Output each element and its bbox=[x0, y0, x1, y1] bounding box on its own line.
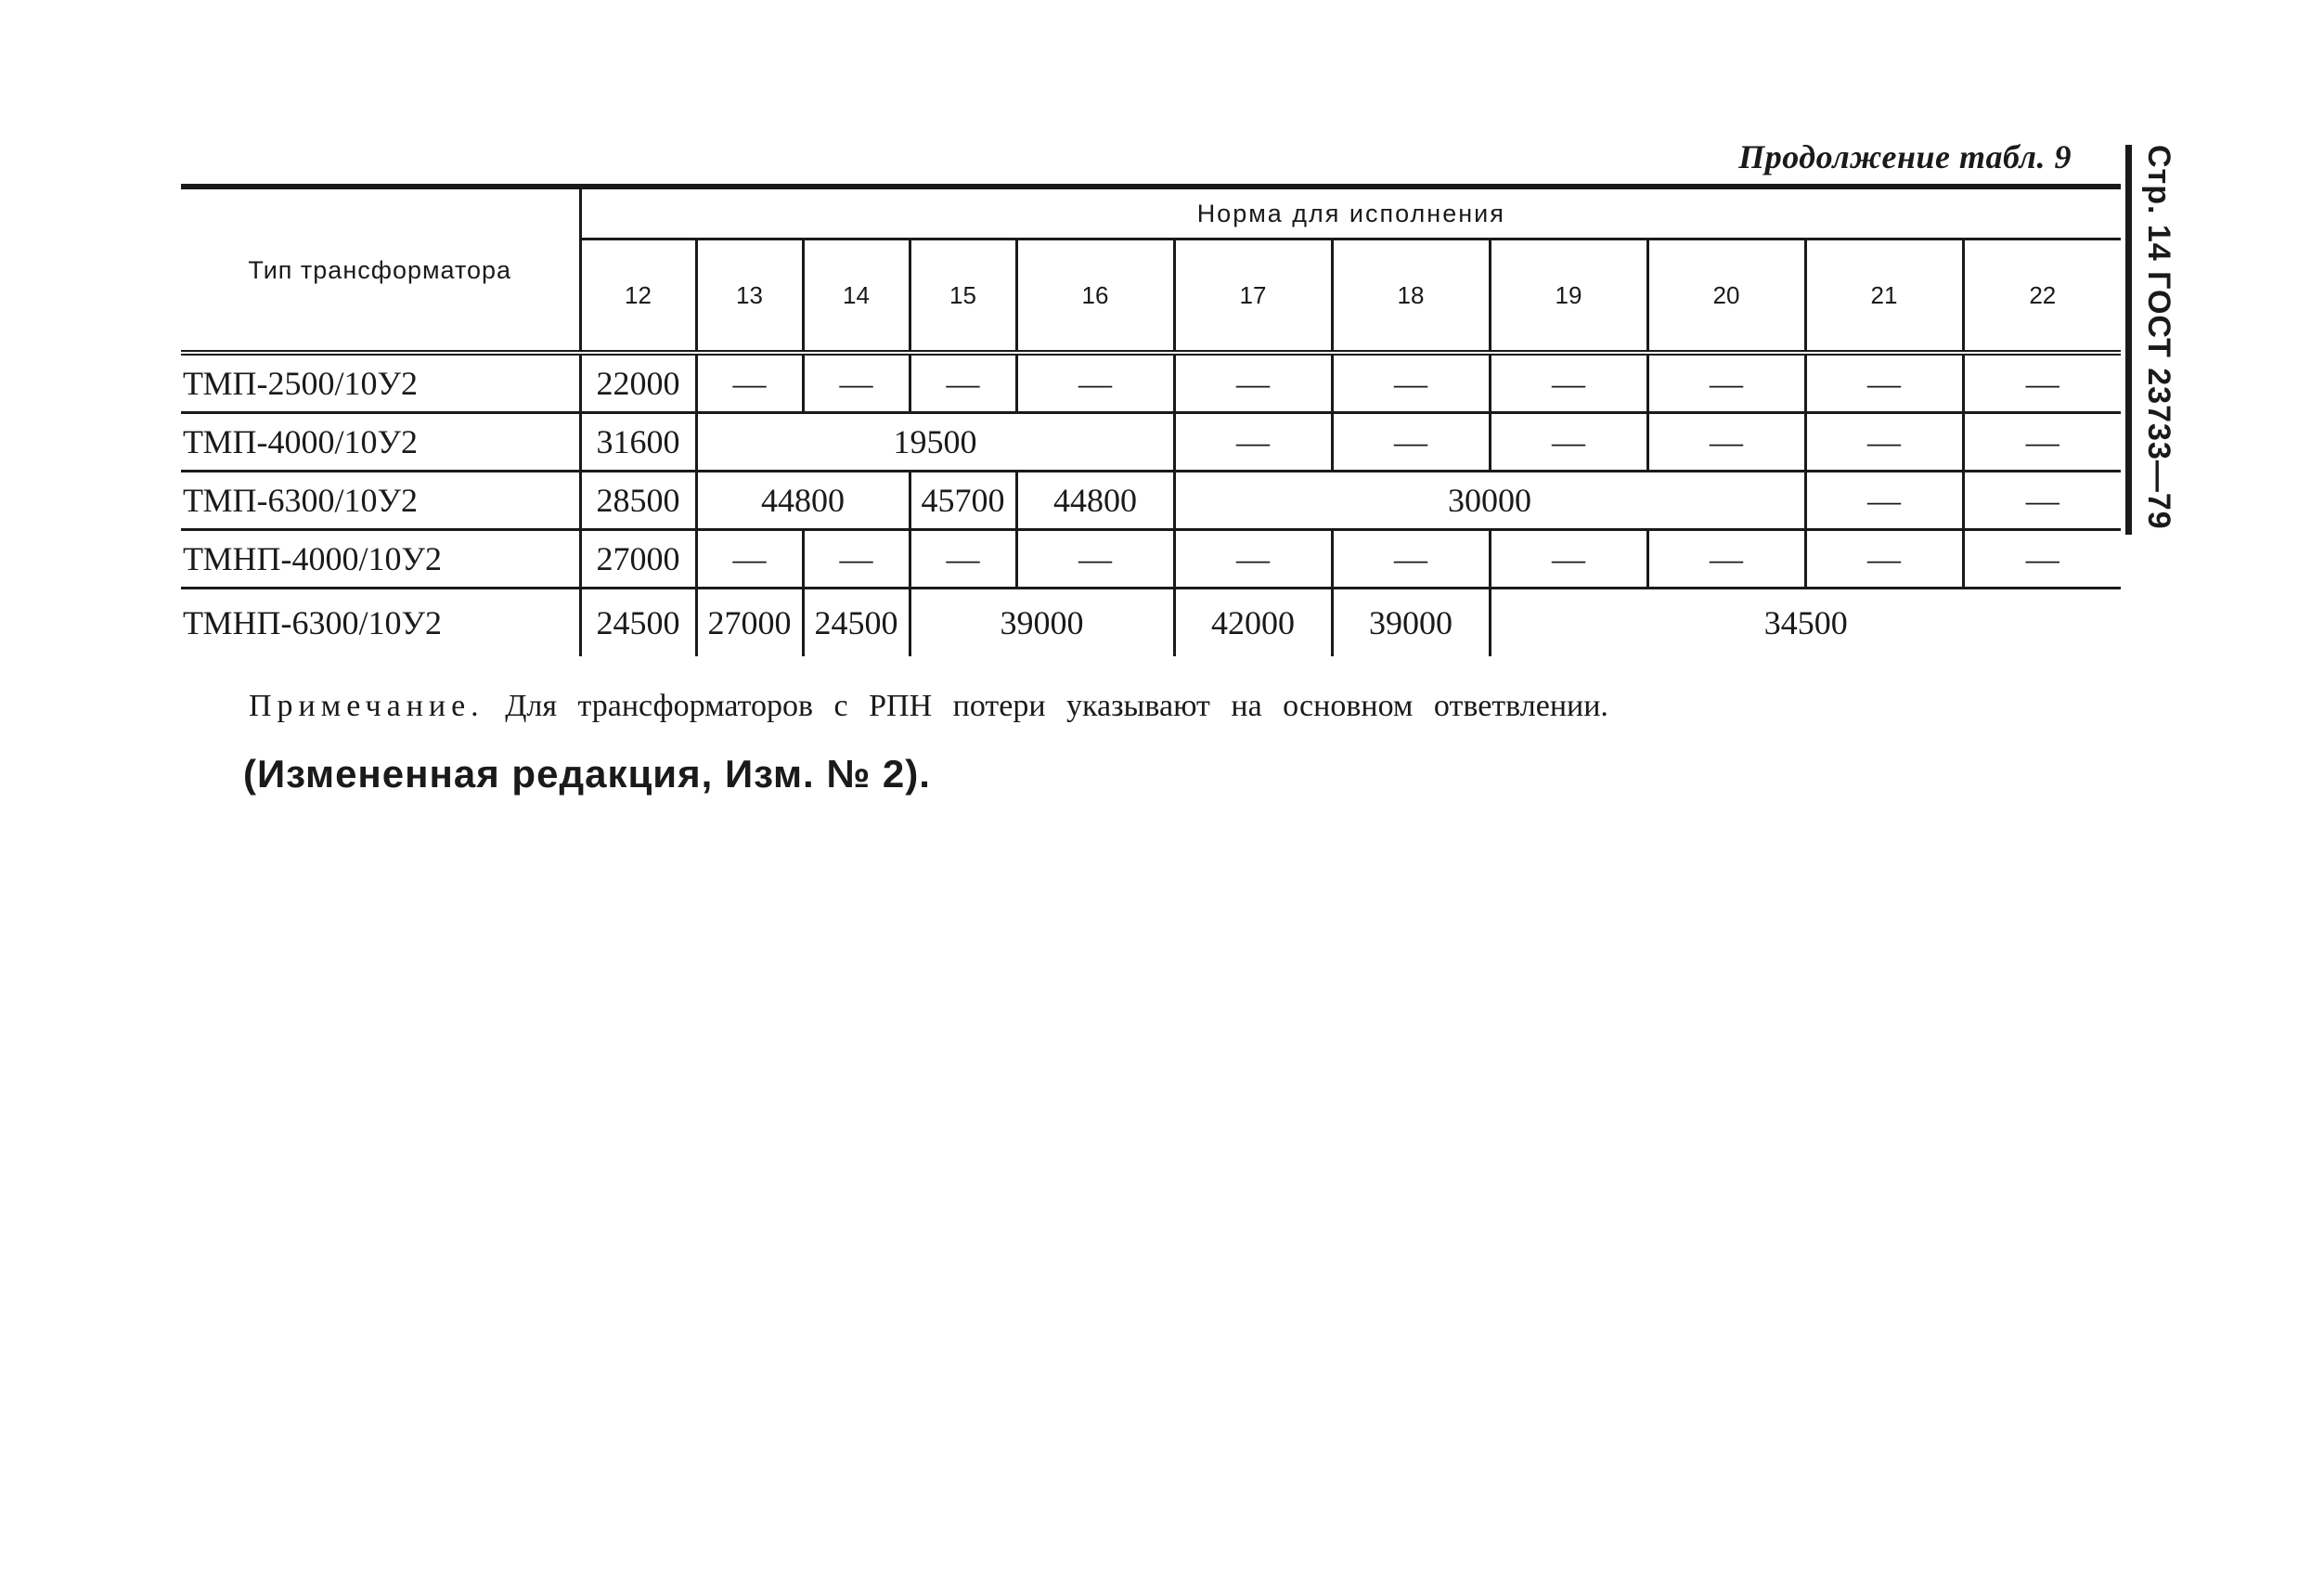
page-standard-label: Стр. 14 ГОСТ 23733—79 bbox=[2141, 145, 2176, 530]
norm-value-cell: — bbox=[1647, 413, 1805, 472]
norm-value-cell: 44800 bbox=[1016, 472, 1174, 530]
norm-value-cell: — bbox=[1963, 472, 2121, 530]
norm-value-cell: — bbox=[1332, 353, 1490, 413]
norm-value-cell: — bbox=[1805, 530, 1963, 589]
column-number-header: 20 bbox=[1647, 239, 1805, 354]
norms-table bbox=[181, 184, 2121, 656]
norm-value-cell: 30000 bbox=[1174, 472, 1805, 530]
norm-value-cell: 19500 bbox=[696, 413, 1174, 472]
column-number-header: 13 bbox=[696, 239, 803, 354]
norm-value-cell: — bbox=[1174, 413, 1332, 472]
norm-value-cell: — bbox=[1805, 472, 1963, 530]
norm-value-cell: — bbox=[1963, 353, 2121, 413]
column-number-header: 17 bbox=[1174, 239, 1332, 354]
norm-value-cell: — bbox=[1016, 530, 1174, 589]
norm-column-header: Норма для исполнения bbox=[580, 187, 2121, 239]
norm-value-cell: 22000 bbox=[580, 353, 696, 413]
page-side-label bbox=[2125, 145, 2176, 535]
column-number-header: 22 bbox=[1963, 239, 2121, 354]
table-continuation-caption: Продолжение табл. 9 bbox=[1738, 138, 2072, 175]
table-note bbox=[249, 689, 1608, 724]
transformer-type-cell: ТМП-6300/10У2 bbox=[181, 472, 580, 530]
norm-value-cell: 24500 bbox=[803, 589, 910, 657]
norm-value-cell: 27000 bbox=[580, 530, 696, 589]
norm-value-cell: — bbox=[803, 353, 910, 413]
norm-value-cell: — bbox=[1490, 530, 1647, 589]
column-number-header: 18 bbox=[1332, 239, 1490, 354]
norm-value-cell: 31600 bbox=[580, 413, 696, 472]
norm-value-cell: — bbox=[1805, 413, 1963, 472]
column-number-header: 12 bbox=[625, 280, 652, 309]
norm-value-cell: — bbox=[1963, 413, 2121, 472]
edition-note: (Измененная редакция, Изм. № 2). bbox=[243, 752, 931, 796]
norm-value-cell: — bbox=[803, 530, 910, 589]
norm-value-cell: — bbox=[1490, 353, 1647, 413]
norm-value-cell: — bbox=[1963, 530, 2121, 589]
table-row bbox=[181, 530, 2121, 589]
column-number-header: 19 bbox=[1490, 239, 1647, 354]
norm-value-cell: 39000 bbox=[1332, 589, 1490, 657]
norm-value-cell: 24500 bbox=[596, 604, 680, 641]
transformer-type-cell: ТМП-4000/10У2 bbox=[181, 413, 580, 472]
table-row bbox=[181, 353, 2121, 413]
norm-value-cell: — bbox=[910, 530, 1016, 589]
note-label: Примечание. bbox=[249, 689, 484, 723]
norm-value-cell: 34500 bbox=[1490, 589, 2121, 657]
norm-value-cell: — bbox=[1805, 353, 1963, 413]
norm-value-cell: — bbox=[1647, 353, 1805, 413]
table-body bbox=[181, 353, 2121, 656]
transformer-type-cell: ТМП-2500/10У2 bbox=[181, 353, 580, 413]
column-number-header: 15 bbox=[910, 239, 1016, 354]
norm-value-cell: — bbox=[696, 353, 803, 413]
header-row bbox=[181, 187, 2121, 239]
type-column-header: Тип трансформатора bbox=[181, 187, 580, 353]
norm-value-cell: — bbox=[696, 530, 803, 589]
norm-value-cell: — bbox=[910, 353, 1016, 413]
table-row bbox=[181, 589, 2121, 657]
norm-value-cell: — bbox=[1174, 530, 1332, 589]
norm-value-cell: 27000 bbox=[696, 589, 803, 657]
norm-value-cell: 44800 bbox=[696, 472, 910, 530]
norm-value-cell: 42000 bbox=[1174, 589, 1332, 657]
norm-value-cell: 28500 bbox=[580, 472, 696, 530]
transformer-type-cell: ТМНП-6300/10У2 bbox=[181, 589, 580, 657]
norm-value-cell: — bbox=[1332, 530, 1490, 589]
transformer-type-cell: ТМНП-4000/10У2 bbox=[181, 530, 580, 589]
norm-value-cell: 45700 bbox=[910, 472, 1016, 530]
norm-value-cell: — bbox=[1174, 353, 1332, 413]
table-row bbox=[181, 413, 2121, 472]
norm-value-cell: — bbox=[1016, 353, 1174, 413]
column-number-header: 14 bbox=[803, 239, 910, 354]
column-number-header: 16 bbox=[1016, 239, 1174, 354]
norm-value-cell: — bbox=[1490, 413, 1647, 472]
table-row bbox=[181, 472, 2121, 530]
note-text: Для трансформаторов с РПН потери указывают на основном ответвлении. bbox=[505, 689, 1608, 723]
norm-value-cell: — bbox=[1647, 530, 1805, 589]
norm-value-cell: 39000 bbox=[910, 589, 1174, 657]
norm-value-cell: — bbox=[1332, 413, 1490, 472]
column-number-header: 21 bbox=[1805, 239, 1963, 354]
